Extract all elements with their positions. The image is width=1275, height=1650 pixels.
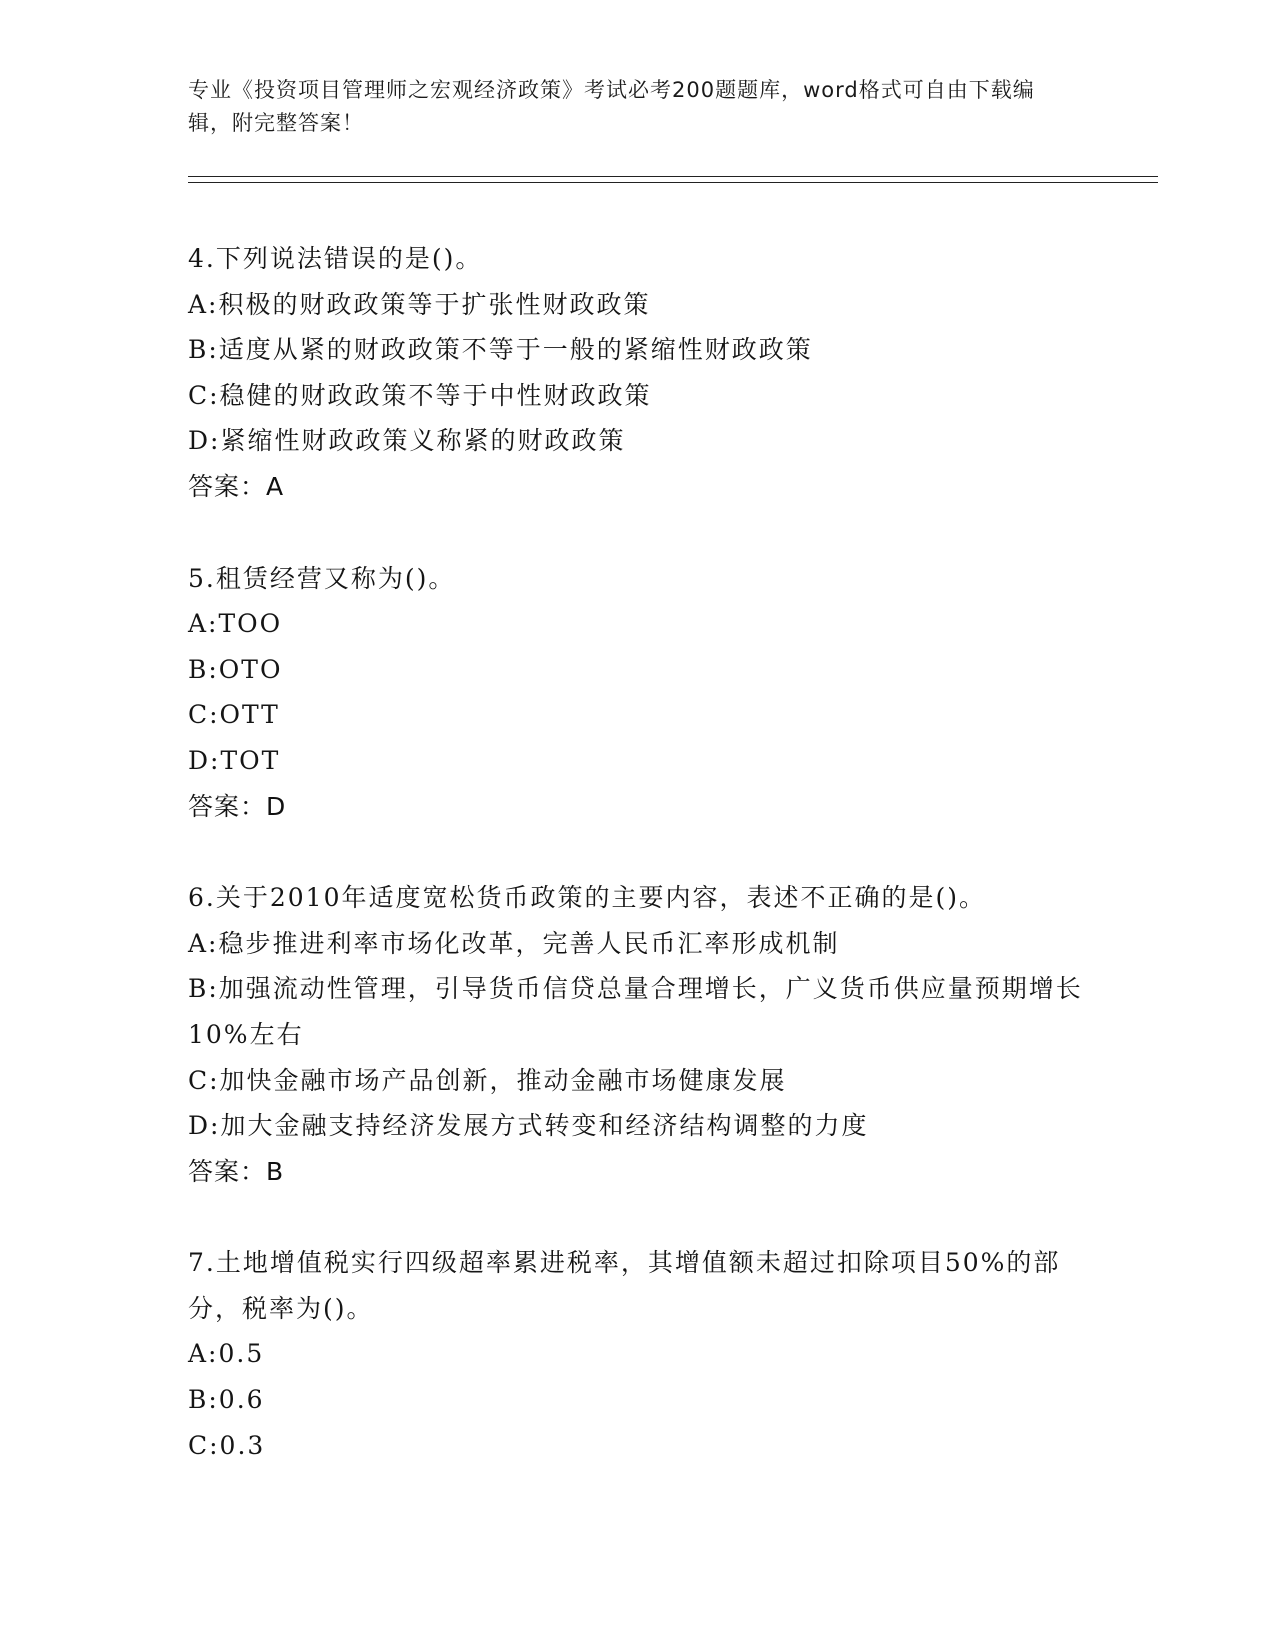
option-c: C:加快金融市场产品创新，推动金融市场健康发展 bbox=[188, 1065, 787, 1095]
option-a: A:积极的财政政策等于扩张性财政政策 bbox=[188, 289, 651, 319]
answer-text: 答案：D bbox=[188, 791, 287, 821]
option-d: D:TOT bbox=[188, 745, 281, 775]
option-b: B:适度从紧的财政政策不等于一般的紧缩性财政政策 bbox=[188, 335, 813, 365]
document-header: 专业《投资项目管理师之宏观经济政策》考试必考200题题库，word格式可自由下载编辑，附完整答案！ bbox=[188, 78, 1035, 135]
option-a: A:0.5 bbox=[188, 1339, 265, 1369]
question-list bbox=[188, 236, 1088, 1514]
question-block bbox=[188, 556, 1088, 830]
question-stem: 5.租赁经营又称为()。 bbox=[188, 563, 456, 593]
answer-text: 答案：B bbox=[188, 1156, 285, 1186]
question-stem: 6.关于2010年适度宽松货币政策的主要内容，表述不正确的是()。 bbox=[188, 883, 986, 913]
option-b: B:加强流动性管理，引导货币信贷总量合理增长，广义货币供应量预期增长10%左右 bbox=[188, 974, 1083, 1049]
option-d: D:加大金融支持经济发展方式转变和经济结构调整的力度 bbox=[188, 1111, 869, 1141]
option-b: B:OTO bbox=[188, 654, 283, 684]
answer-text: 答案：A bbox=[188, 471, 285, 501]
option-a: A:稳步推进利率市场化改革，完善人民币汇率形成机制 bbox=[188, 928, 840, 958]
option-c: C:OTT bbox=[188, 700, 280, 730]
option-a: A:TOO bbox=[188, 609, 283, 639]
option-d: D:紧缩性财政政策义称紧的财政政策 bbox=[188, 426, 626, 456]
header-divider-bottom bbox=[188, 182, 1158, 183]
question-stem: 4.下列说法错误的是()。 bbox=[188, 244, 483, 273]
option-c: C:0.3 bbox=[188, 1430, 266, 1460]
option-c: C:稳健的财政政策不等于中性财政政策 bbox=[188, 380, 652, 410]
question-block bbox=[188, 1240, 1088, 1468]
question-block bbox=[188, 875, 1088, 1194]
question-block bbox=[188, 236, 1088, 510]
option-b: B:0.6 bbox=[188, 1385, 265, 1415]
header-divider-top bbox=[188, 176, 1158, 177]
question-stem: 7.土地增值税实行四级超率累进税率，其增值额未超过扣除项目50%的部分，税率为()。 bbox=[188, 1248, 1061, 1323]
